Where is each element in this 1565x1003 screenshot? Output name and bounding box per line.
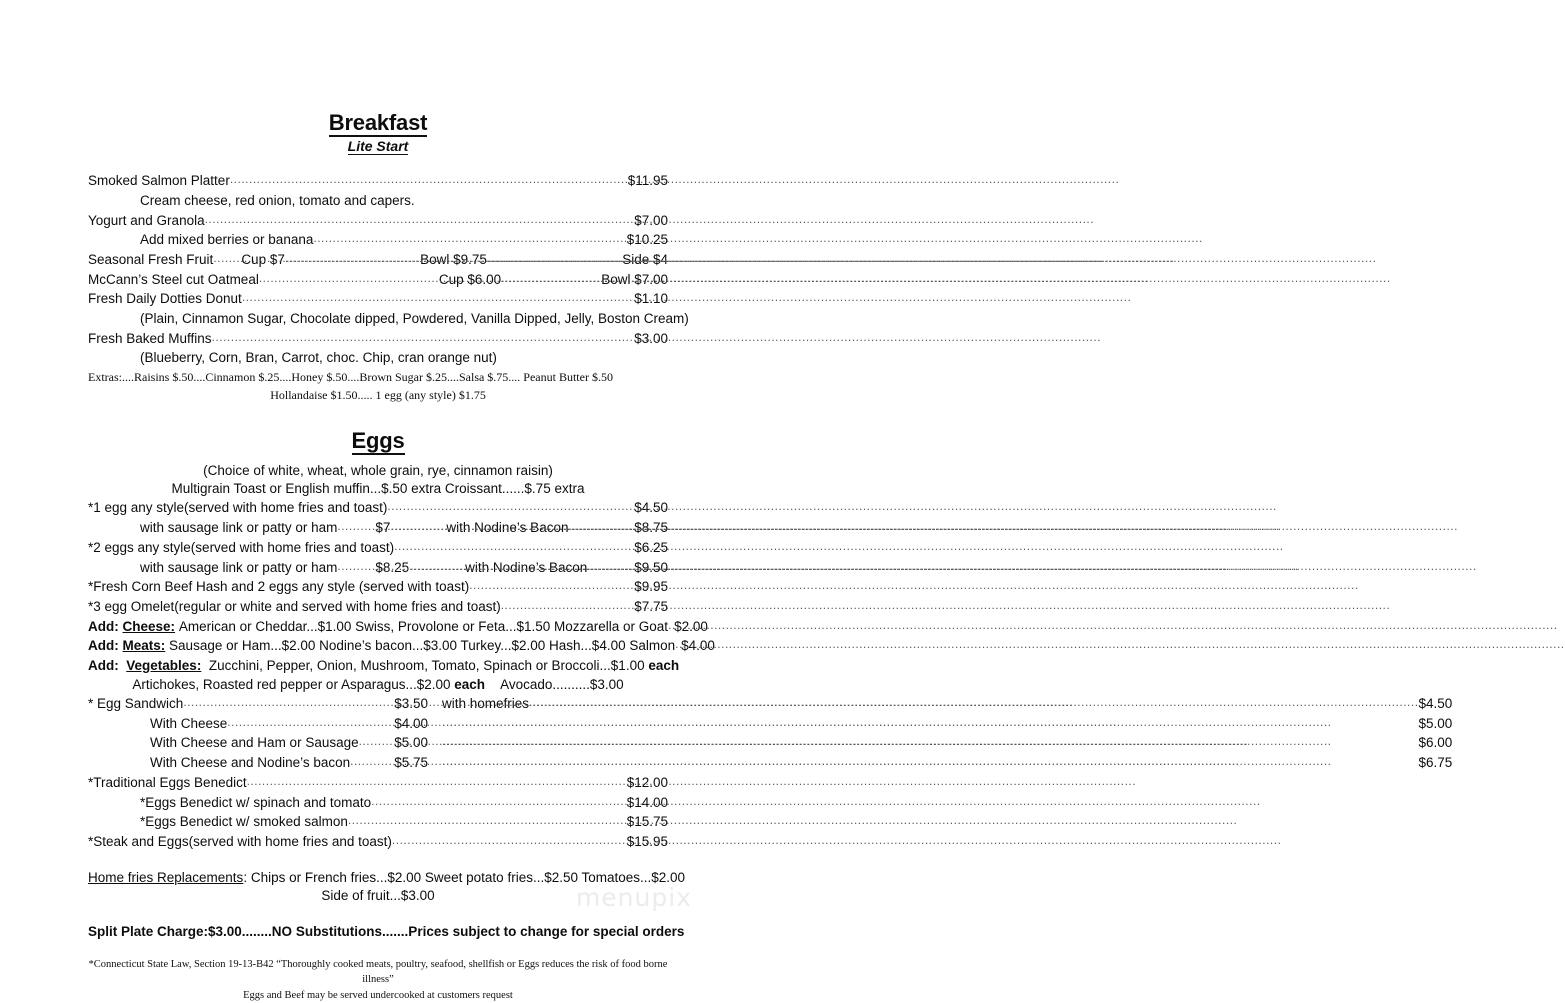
item-price-bowl: Bowl $9.75 bbox=[420, 251, 487, 267]
eggs-heading bbox=[88, 428, 668, 453]
dot-leader bbox=[183, 694, 394, 712]
home-fries-text: : Chips or French fries...$2.00 Sweet potato fries...$2.50 Tomatoes...$2.00 bbox=[243, 869, 686, 885]
item-price: $4.50 bbox=[634, 500, 668, 516]
add-price: $4.00 bbox=[681, 638, 715, 654]
dot-leader bbox=[442, 733, 1419, 751]
dot-leader bbox=[359, 733, 395, 751]
veg-text: Artichokes, Roasted red pepper or Asparagus...$2.00 bbox=[132, 676, 455, 692]
bread-choice-note: (Choice of white, wheat, whole grain, rye, cinnamon raisin) bbox=[203, 463, 553, 479]
item-price-bacon: $8.75 bbox=[634, 520, 668, 536]
dot-leader bbox=[392, 832, 627, 850]
item-price: $5.00 bbox=[394, 735, 428, 751]
homefries-price: $5.00 bbox=[1418, 715, 1453, 731]
item-price: $12.00 bbox=[626, 774, 668, 790]
menu-item-one-egg-any-style bbox=[88, 498, 668, 518]
dot-leader bbox=[259, 270, 439, 288]
add-text: Sausage or Ham...$2.00 Nodine’s bacon...$3.00 Turkey...$2.00 Hash...$4.00 Salmon bbox=[169, 638, 676, 654]
dot-leader bbox=[394, 538, 634, 556]
menu-item-add-mixed-berries bbox=[88, 230, 668, 250]
dot-leader bbox=[348, 812, 627, 830]
dot-leader bbox=[469, 577, 634, 595]
menu-item-benedict-smoked-salmon bbox=[88, 812, 668, 832]
item-label-bacon: with Nodine’s Bacon bbox=[446, 520, 569, 536]
item-label: Fresh Daily Dotties Donut bbox=[88, 291, 242, 307]
extras-line-2: Hollandaise $1.50..... 1 egg (any style) $1.75 bbox=[270, 387, 486, 402]
add-ons-meats bbox=[88, 636, 715, 656]
dot-leader bbox=[213, 250, 241, 268]
dot-leader bbox=[501, 270, 601, 288]
sandwich-right-column bbox=[428, 694, 1452, 773]
item-label: *2 eggs any style(served with home fries and toast) bbox=[88, 539, 395, 555]
item-label: with sausage link or patty or ham bbox=[140, 520, 338, 536]
dot-leader bbox=[501, 597, 634, 615]
dot-leader bbox=[350, 753, 394, 771]
add-category: Meats: bbox=[122, 638, 166, 654]
item-label: *Steak and Eggs(served with home fries and toast) bbox=[88, 833, 392, 849]
dot-leader bbox=[587, 558, 634, 576]
item-price: $4.00 bbox=[394, 715, 428, 731]
homefries-header-row bbox=[442, 694, 1452, 714]
menu-item-traditional-eggs-benedict bbox=[88, 773, 668, 793]
dot-leader bbox=[568, 518, 634, 536]
extras-line-1: Extras:....Raisins $.50....Cinnamon $.25....Honey $.50....Brown Sugar $.25....Salsa $.75.... Peanut Butter $.50 bbox=[88, 370, 613, 385]
dot-leader bbox=[205, 211, 635, 229]
breakfast-subheading bbox=[88, 138, 668, 155]
add-category: Vegetables: bbox=[126, 658, 202, 674]
add-each: each bbox=[648, 658, 680, 674]
item-price: $1.10 bbox=[634, 291, 668, 307]
dot-leader bbox=[442, 753, 1419, 771]
item-label: With Cheese bbox=[150, 715, 228, 731]
veg-each: each bbox=[454, 676, 486, 692]
dot-leader bbox=[371, 793, 627, 811]
dot-leader bbox=[227, 714, 394, 732]
menu-item-steak-and-eggs bbox=[88, 832, 668, 852]
item-label: *Fresh Corn Beef Hash and 2 eggs any style (served with toast) bbox=[88, 579, 470, 595]
item-label: Yogurt and Granola bbox=[88, 212, 205, 228]
two-eggs-with-meat bbox=[88, 558, 668, 578]
menupix-watermark: menupix bbox=[575, 883, 692, 912]
add-category: Cheese: bbox=[122, 618, 176, 634]
dot-leader bbox=[668, 617, 674, 635]
disclaimer-line-2: Eggs and Beef may be served undercooked at customers request bbox=[243, 989, 513, 1001]
item-label: Fresh Baked Muffins bbox=[88, 330, 212, 346]
menu-item-fresh-baked-muffins bbox=[88, 329, 668, 349]
menu-item-sandwich-cheese-ham-sausage bbox=[88, 733, 428, 753]
homefries-label: with homefries bbox=[442, 696, 530, 711]
item-price-bacon: $9.50 bbox=[634, 559, 668, 575]
dot-leader bbox=[675, 636, 681, 654]
homefries-price-row bbox=[442, 733, 1452, 753]
item-price: $3.00 bbox=[634, 330, 668, 346]
menu-item-three-egg-omelet bbox=[88, 597, 668, 617]
item-price: $15.95 bbox=[626, 833, 668, 849]
menu-item-two-eggs-any-style bbox=[88, 538, 668, 558]
menu-item-yogurt-and-granola bbox=[88, 211, 668, 231]
add-prefix: Add: bbox=[88, 638, 119, 654]
dot-leader bbox=[390, 518, 446, 536]
add-price: $2.00 bbox=[674, 618, 708, 634]
breakfast-subheading-text: Lite Start bbox=[347, 138, 409, 155]
item-price-side: Side $4 bbox=[622, 251, 668, 267]
dot-leader bbox=[442, 714, 1419, 732]
homefries-price: $4.50 bbox=[1418, 696, 1453, 711]
item-label: with sausage link or patty or ham bbox=[140, 559, 338, 575]
item-label: Smoked Salmon Platter bbox=[88, 173, 230, 189]
item-price: $6.25 bbox=[634, 539, 668, 555]
item-label: *Eggs Benedict w/ smoked salmon bbox=[140, 814, 348, 830]
add-prefix: Add: bbox=[88, 658, 119, 674]
item-price: $9.95 bbox=[634, 579, 668, 595]
add-text: American or Cheddar...$1.00 Swiss, Provolone or Feta...$1.50 Mozzarella or Goat bbox=[178, 618, 669, 634]
homefries-price-row bbox=[442, 753, 1452, 773]
dot-leader bbox=[337, 558, 375, 576]
add-prefix: Add: bbox=[88, 618, 119, 634]
item-price-cup: Cup $7 bbox=[241, 251, 285, 267]
dot-leader bbox=[409, 558, 465, 576]
breakfast-heading bbox=[88, 110, 668, 135]
menu-content bbox=[88, 110, 1453, 1003]
dot-leader bbox=[313, 230, 626, 248]
item-price: $11.95 bbox=[627, 173, 668, 189]
homefries-price-row bbox=[442, 714, 1452, 734]
home-fries-label: Home fries Replacements bbox=[88, 869, 244, 885]
item-label: With Cheese and Nodine’s bacon bbox=[150, 755, 351, 771]
item-price-meat: $7 bbox=[375, 520, 391, 536]
menu-item-corn-beef-hash bbox=[88, 577, 668, 597]
menu-item-sandwich-with-cheese bbox=[88, 714, 428, 734]
one-egg-with-meat bbox=[88, 518, 668, 538]
item-price-cup: Cup $6.00 bbox=[438, 271, 502, 287]
item-label: *3 egg Omelet(regular or white and served with home fries and toast) bbox=[88, 598, 501, 614]
dot-leader bbox=[487, 250, 622, 268]
item-price-bowl: Bowl $7.00 bbox=[601, 271, 668, 287]
homefries-price: $6.00 bbox=[1418, 735, 1453, 751]
dot-leader bbox=[242, 289, 634, 307]
menu-item-smoked-salmon-platter bbox=[88, 171, 668, 191]
dot-leader bbox=[529, 694, 1418, 712]
menu-item-egg-sandwich bbox=[88, 694, 428, 714]
item-label: *Traditional Eggs Benedict bbox=[88, 774, 247, 790]
eggs-heading-text: Eggs bbox=[351, 427, 405, 453]
dot-leader bbox=[230, 171, 628, 189]
menu-item-steel-cut-oatmeal bbox=[88, 270, 668, 290]
item-label: Add mixed berries or banana bbox=[140, 232, 314, 248]
item-price: $3.50 bbox=[394, 696, 428, 711]
item-label: With Cheese and Ham or Sausage bbox=[150, 735, 359, 751]
sandwich-left-column bbox=[88, 694, 428, 773]
side-of-fruit: Side of fruit...$3.00 bbox=[321, 888, 435, 904]
item-price: $5.75 bbox=[394, 755, 428, 771]
vegetables-line-2 bbox=[88, 676, 668, 694]
smoked-salmon-description: Cream cheese, red onion, tomato and capers. bbox=[140, 192, 415, 208]
item-price: $7.00 bbox=[634, 212, 668, 228]
item-label: *Eggs Benedict w/ spinach and tomato bbox=[140, 794, 372, 810]
dot-leader bbox=[212, 329, 635, 347]
item-label: * Egg Sandwich bbox=[88, 696, 184, 711]
menu-item-sandwich-cheese-bacon bbox=[88, 753, 428, 773]
donut-flavors: (Plain, Cinnamon Sugar, Chocolate dipped, Powdered, Vanilla Dipped, Jelly, Boston Cream) bbox=[140, 311, 689, 327]
item-price-meat: $8.25 bbox=[375, 559, 410, 575]
add-ons-vegetables bbox=[88, 656, 680, 676]
item-label: *1 egg any style(served with home fries and toast) bbox=[88, 500, 388, 516]
veg-avocado: Avocado..........$3.00 bbox=[500, 676, 624, 692]
item-label: McCann’s Steel cut Oatmeal bbox=[88, 271, 259, 287]
egg-sandwich-block bbox=[88, 694, 1453, 773]
item-price: $14.00 bbox=[626, 794, 668, 810]
add-text: Zucchini, Pepper, Onion, Mushroom, Tomato, Spinach or Broccoli...$1.00 bbox=[208, 658, 649, 674]
split-plate-charge: Split Plate Charge:$3.00........NO Substitutions.......Prices subject to change for special orders bbox=[88, 923, 685, 939]
menu-item-seasonal-fresh-fruit bbox=[88, 250, 668, 270]
item-price: $10.25 bbox=[626, 232, 668, 248]
dot-leader bbox=[285, 250, 420, 268]
dot-leader bbox=[247, 773, 627, 791]
item-label-bacon: with Nodine’s Bacon bbox=[465, 559, 588, 575]
dot-leader bbox=[337, 518, 375, 536]
menu-item-dotties-donut bbox=[88, 289, 668, 309]
muffin-flavors: (Blueberry, Corn, Bran, Carrot, choc. Chip, cran orange nut) bbox=[140, 350, 497, 366]
homefries-price: $6.75 bbox=[1418, 755, 1453, 771]
dot-leader bbox=[387, 498, 634, 516]
item-price: $7.75 bbox=[634, 598, 668, 614]
add-ons-cheese bbox=[88, 617, 708, 637]
item-label: Seasonal Fresh Fruit bbox=[88, 251, 214, 267]
bread-extra-note: Multigrain Toast or English muffin...$.50 extra Croissant......$.75 extra bbox=[171, 481, 585, 497]
disclaimer-line-1: *Connecticut State Law, Section 19-13-B42 “Thoroughly cooked meats, poultry, seafood, shellfish or Eggs reduces the risk of food borne illness” bbox=[88, 959, 668, 986]
item-price: $15.75 bbox=[626, 814, 668, 830]
menu-item-benedict-spinach-tomato bbox=[88, 793, 668, 813]
breakfast-heading-text: Breakfast bbox=[328, 110, 428, 135]
